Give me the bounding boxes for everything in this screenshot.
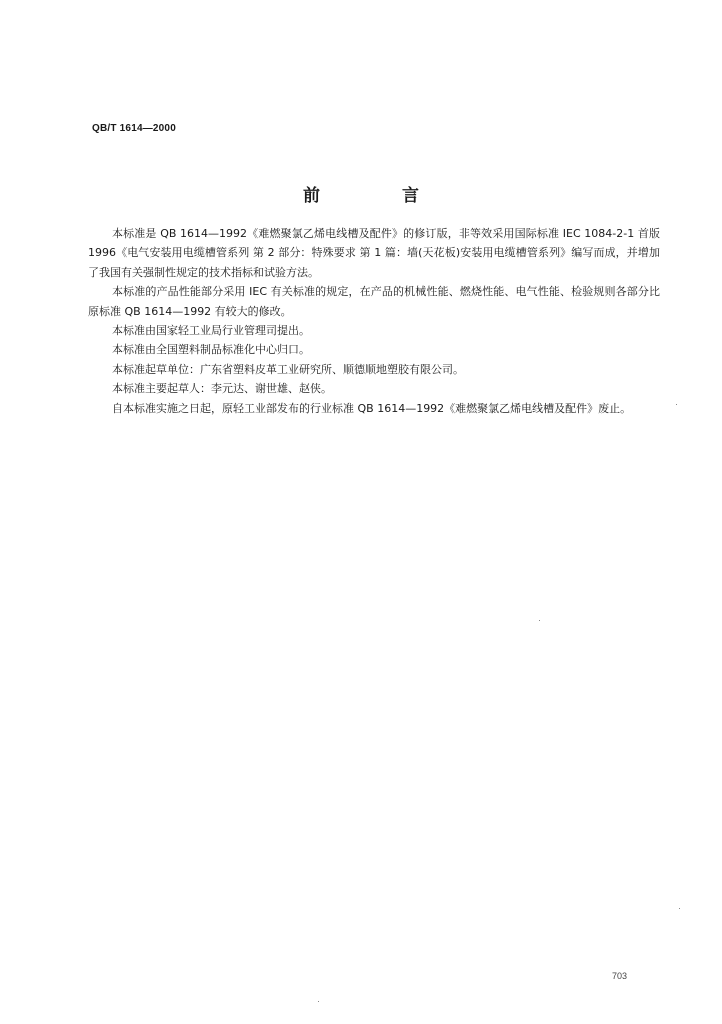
foreword-body (88, 224, 660, 418)
scan-speck (676, 404, 677, 405)
paragraph-drafters: 本标准主要起草人：李元达、谢世雄、赵侠。 (112, 382, 332, 396)
paragraph-proposer: 本标准由国家轻工业局行业管理司提出。 (112, 324, 310, 338)
foreword-title: 前 言 (303, 186, 457, 206)
paragraph-centralized: 本标准由全国塑料制品标准化中心归口。 (112, 343, 310, 357)
paragraph-performance: 本标准的产品性能部分采用 IEC 有关标准的规定，在产品的机械性能、燃烧性能、电气性能、检验规则各部分比原标准 QB 1614—1992 有较大的修改。 (88, 285, 660, 318)
paragraph-revision-basis: 本标准是 QB 1614—1992《难燃聚氯乙烯电线槽及配件》的修订版，非等效采用国际标准 IEC 1084-2-1 首版 1996《电气安装用电缆槽管系列 第 2 部分：特殊要求 第 1 篇：墙(天花板)安装用电缆槽管系列》编写而成，并增加了我国有关强制性规定的技术指标和试验方法。 (88, 227, 660, 279)
paragraph-drafting-units: 本标准起草单位：广东省塑料皮革工业研究所、顺德顺地塑胶有限公司。 (112, 362, 464, 376)
scan-speck (539, 620, 540, 621)
standard-code-header: QB/T 1614—2000 (92, 123, 176, 134)
page-number: 703 (612, 971, 628, 981)
paragraph-supersession: 自本标准实施之日起，原轻工业部发布的行业标准 QB 1614—1992《难燃聚氯乙烯电线槽及配件》废止。 (112, 401, 632, 415)
scan-speck (318, 1001, 319, 1002)
scan-speck (679, 908, 680, 909)
